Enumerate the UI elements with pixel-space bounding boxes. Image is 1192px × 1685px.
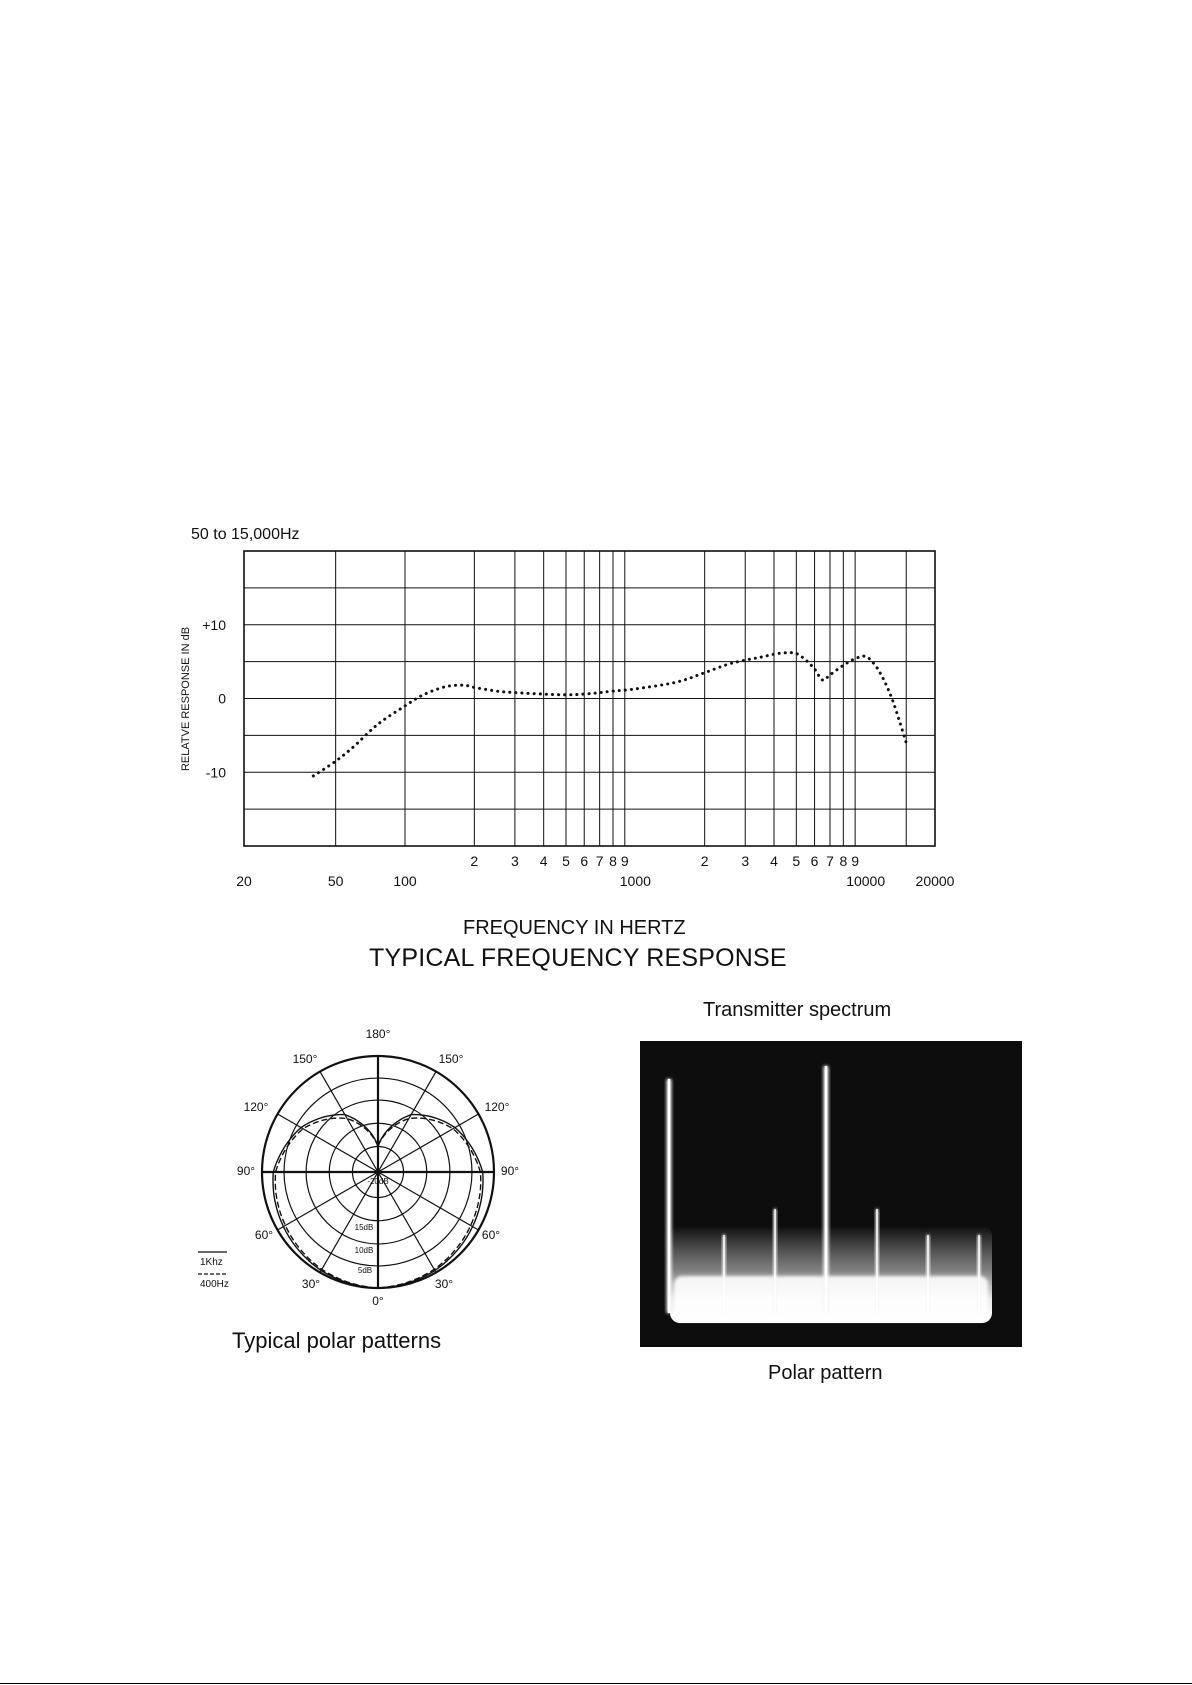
y-tick-label: -10 bbox=[205, 764, 226, 781]
polar-legend bbox=[198, 1252, 229, 1290]
polar-ring-label: 10dB bbox=[354, 1246, 374, 1255]
x-tick-minor: 2 bbox=[470, 853, 479, 869]
y-tick-label: +10 bbox=[202, 616, 226, 633]
spectrum-caption: Polar pattern bbox=[768, 1362, 883, 1384]
x-tick-minor: 5 bbox=[792, 853, 801, 869]
polar-ring-label: -20dB bbox=[367, 1177, 389, 1186]
x-tick-minor: 6 bbox=[580, 853, 589, 869]
polar-grid bbox=[262, 1056, 494, 1288]
spectrum-peak-core bbox=[668, 1079, 671, 1313]
noise-floor-core bbox=[674, 1276, 988, 1321]
x-tick-major: 10000 bbox=[846, 873, 886, 889]
legend-label: 400Hz bbox=[200, 1279, 229, 1290]
polar-angle-label: 0° bbox=[372, 1294, 384, 1308]
x-tick-major: 1000 bbox=[619, 873, 651, 889]
x-tick-minor: 5 bbox=[562, 853, 570, 869]
x-tick-minor: 6 bbox=[810, 853, 819, 869]
spectrum-peak-core bbox=[978, 1235, 980, 1313]
spectrum-peak-core bbox=[876, 1209, 878, 1313]
spectrum-peak-core bbox=[825, 1066, 828, 1313]
x-tick-minor: 7 bbox=[595, 853, 604, 869]
polar-angle-label: 60° bbox=[481, 1228, 501, 1242]
spectrum-peak-core bbox=[927, 1235, 929, 1313]
spectrum-image bbox=[640, 1041, 1022, 1347]
y-tick-label: 0 bbox=[218, 690, 226, 707]
polar-angle-label: 180° bbox=[365, 1027, 391, 1041]
polar-angle-label: 120° bbox=[484, 1100, 510, 1114]
polar-ring-label: 5dB bbox=[357, 1266, 373, 1275]
range-label: 50 to 15,000Hz bbox=[191, 526, 300, 543]
x-axis-label: FREQUENCY IN HERTZ bbox=[463, 917, 686, 939]
x-tick-major: 20 bbox=[236, 873, 252, 889]
polar-angle-label: 90° bbox=[500, 1164, 520, 1178]
polar-angle-label: 90° bbox=[236, 1164, 256, 1178]
x-tick-minor: 7 bbox=[826, 853, 834, 869]
y-axis-label: RELATVE RESPONSE IN dB bbox=[180, 626, 192, 772]
spectrum-title: Transmitter spectrum bbox=[703, 999, 892, 1021]
x-tick-minor: 8 bbox=[839, 853, 848, 869]
x-tick-minor: 2 bbox=[700, 853, 709, 869]
legend-label: 1Khz bbox=[200, 1257, 223, 1268]
polar-angle-label: 60° bbox=[254, 1228, 274, 1242]
frequency-chart-title: TYPICAL FREQUENCY RESPONSE bbox=[369, 944, 787, 972]
x-tick-major: 20000 bbox=[915, 873, 955, 889]
polar-caption: Typical polar patterns bbox=[232, 1328, 442, 1353]
spectrum-peak-core bbox=[774, 1209, 776, 1313]
polar-pattern-chart bbox=[0, 0, 600, 1380]
x-tick-minor: 3 bbox=[510, 853, 519, 869]
x-tick-minor: 4 bbox=[770, 853, 778, 869]
polar-angle-label: 30° bbox=[301, 1277, 321, 1291]
x-tick-minor: 9 bbox=[851, 853, 860, 869]
polar-ring-label: 15dB bbox=[354, 1223, 374, 1232]
polar-angle-label: 120° bbox=[243, 1100, 269, 1114]
spectrum-peak-core bbox=[723, 1235, 725, 1313]
x-tick-minor: 8 bbox=[609, 853, 617, 869]
x-tick-minor: 4 bbox=[539, 853, 548, 869]
polar-angle-label: 150° bbox=[292, 1052, 318, 1066]
polar-angle-label: 150° bbox=[438, 1052, 464, 1066]
x-tick-major: 50 bbox=[327, 873, 344, 889]
polar-angle-label: 30° bbox=[434, 1277, 454, 1291]
x-tick-minor: 3 bbox=[741, 853, 750, 869]
page-bottom-border bbox=[0, 1683, 1192, 1684]
x-tick-minor: 9 bbox=[620, 853, 629, 869]
x-tick-major: 100 bbox=[393, 873, 417, 889]
